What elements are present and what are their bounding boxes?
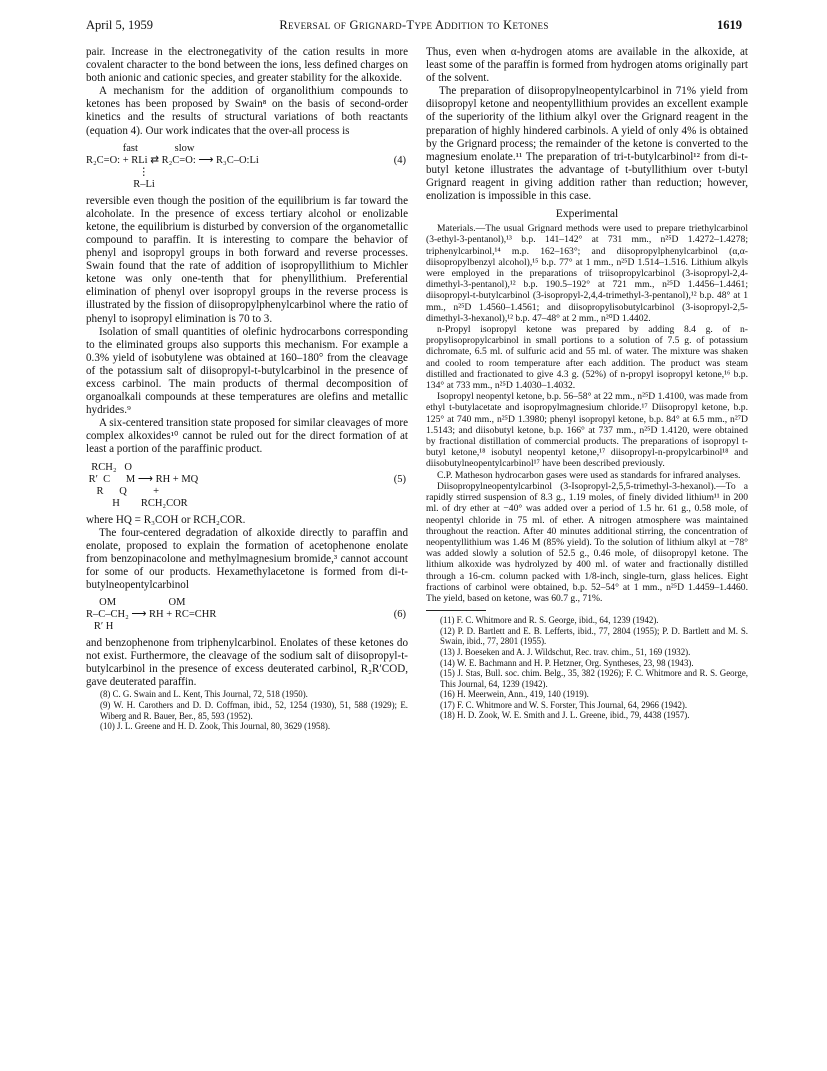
- paragraph: A six-centered transition state proposed for similar cleavages of more complex alkoxides¹⁰ cannot be ruled out for the direct formation of at least a portion of the paraffinic product.: [86, 417, 408, 456]
- header-title: Reversal of Grignard-Type Addition to Ketones: [279, 18, 549, 32]
- equation-number: (5): [393, 473, 406, 485]
- right-column: [426, 46, 748, 721]
- page-number: 1619: [717, 18, 742, 32]
- paragraph: and benzophenone from triphenylcarbinol. Enolates of these ketones do not exist. Furthermore, the cleavage of the sodium salt of diisopropyl-t-butylcarbinol in the presence of excess deuterated carbinol, R₂R′COD, gave deuterated paraffin.: [86, 637, 408, 689]
- footnote: (18) H. D. Zook, W. E. Smith and J. L. Greene, ibid., 79, 4438 (1957).: [440, 710, 690, 721]
- equation-4: [86, 143, 408, 191]
- equation-6-body: OM OM R–C–CH₂ ⟶ RH + RC=CHR R′ H: [86, 597, 217, 633]
- footnote: (8) C. G. Swain and L. Kent, This Journal, 72, 518 (1950).: [100, 689, 308, 700]
- section-heading: Experimental: [555, 207, 619, 221]
- footnote: (14) W. E. Bachmann and H. P. Hetzner, Org. Syntheses, 23, 98 (1943).: [440, 657, 694, 668]
- footnote: (16) H. Meerwein, Ann., 419, 140 (1919).: [440, 689, 589, 700]
- header-date: April 5, 1959: [86, 18, 154, 32]
- footnote: (17) F. C. Whitmore and W. S. Forster, This Journal, 64, 2966 (1942).: [440, 699, 688, 710]
- equation-number: (4): [393, 154, 406, 166]
- footnote: (13) J. Boeseken and A. J. Wildschut, Rec. trav. chim., 51, 169 (1932).: [440, 646, 691, 657]
- footnote: (12) P. D. Bartlett and E. B. Lefferts, ibid., 77, 2804 (1955); P. D. Bartlett and M. S. Swain, ibid., 77, 2801 (1955).: [440, 625, 748, 647]
- paragraph: reversible even though the position of the equilibrium is far toward the alcoholate. In the presence of excess tertiary alcohol or enolizable ketone, the equilibrium is disturbed by conversion of the organometallic compound to paraffin. It is interesting to compare the behavior of phenyl and isopropyl groups in both forward and reverse processes. Swain found that the rate of addition of isopropyllithium to Michler ketone was only one-tenth that for phenyllithium. Preferential elimination of phenyl over isopropyl groups in the reverse process is illustrated by the fission of diisopropylphenylcarbinol where the ratio of phenyl to isopropyl elimination is 70 to 3.: [86, 194, 408, 325]
- paragraph: Diisopropylneopentylcarbinol (3-Isopropyl-2,5,5-trimethyl-3-hexanol).—To a rapidly stirred suspension of 8.3 g., 1.19 moles, of finely divided lithium¹¹ in 200 ml. of dry ether at −40° was added over a period of 1.5 hr. 61 g., 0.58 mole, of neopentyl chloride in 75 ml. of ether. A nitrogen atmosphere was maintained throughout the reaction. After 40 minutes additional stirring, the concentration of neopentyllithium was 1.46 M (85% yield). To the solution of lithium alkyl at −78° was added slowly a solution of 52.5 g., 0.46 mole, of diisopropyl ketone. The lithium alkoxide was hydrolyzed by 400 ml. of water and fractionally distilled through a 16-cm. column packed with 1/8-inch, single-turn, glass helices. Eight fractions of carbinol were obtained, b.p. 52–54° at 1 mm., n²⁵D 1.4459–1.4460. The yield, based on ketone, was 60.7 g., 71%.: [426, 480, 748, 604]
- running-header: [86, 18, 742, 34]
- paragraph: Isolation of small quantities of olefinic hydrocarbons corresponding to the eliminated groups also supports this mechanism. For example a 0.3% yield of isobutylene was obtained at 160–180° from the cleavage of the potassium salt of diisopropyl-t-butylcarbinol in the presence of excess carbinol. The main products of thermal decomposition of organoalkali compounds at these temperatures are olefins and metallic hydrides.⁹: [86, 325, 408, 417]
- footnotes: [426, 615, 748, 721]
- experimental-text: [426, 223, 748, 604]
- footnote: (9) W. H. Carothers and D. D. Coffman, ibid., 52, 1254 (1930), 51, 588 (1929); E. Wiberg and R. Bauer, Ber., 85, 593 (1952).: [100, 700, 408, 721]
- equation-5: [86, 462, 408, 510]
- paragraph: Materials.—The usual Grignard methods were used to prepare triethylcarbinol (3-ethyl-3-pentanol),¹³ b.p. 141–142° at 731 mm., n²⁵D 1.4272–1.4278; triphenylcarbinol,¹⁴ m.p. 162–163°; and diisopropylphenylcarbinol (α,α-diisopropylbenzyl alcohol),¹⁵ b.p. 77° at 1 mm., n²⁵D 1.514–1.516. Lithium alkyls were employed in the preparations of triisopropylcarbinol (3-isopropyl-2,4-dimethyl-3-pentanol),¹² b.p. 190.5–192° at 721 mm., n²⁵D 1.4456–1.4461; diisopropyl-t-butylcarbinol (3-isopropyl-2,4,4-trimethyl-3-pentanol),¹² b.p. 48° at 1 mm., n²⁵D 1.4560–1.4561; and diisopropylisobutylcarbinol (3-isopropyl-2,5-dimethyl-3-hexanol),¹² b.p. 47–48° at 2 mm., n²⁰D 1.4402.: [426, 223, 748, 324]
- equation-5-body: RCH₂ O R′ C M ⟶ RH + MQ R Q + H RCH₂COR: [88, 461, 199, 509]
- equation-6: [86, 597, 408, 633]
- equation-number: (6): [393, 609, 406, 621]
- paragraph: pair. Increase in the electronegativity of the cation results in more covalent character to the bond between the ions, less defined charges on both anionic and cationic species, and greater stability for the alkoxide.: [86, 46, 408, 85]
- footnote: (10) J. L. Greene and H. D. Zook, This Journal, 80, 3629 (1958).: [100, 721, 331, 732]
- paragraph: The four-centered degradation of alkoxide directly to paraffin and enolate, proposed to explain the formation of acetophenone enolate from benzopinacolone and methylmagnesium bromide,³ cannot account for some of our products. Hexamethylacetone is formed from di-t-butylneopentylcarbinol: [86, 526, 408, 591]
- paragraph: A mechanism for the addition of organolithium compounds to ketones has been proposed by Swain⁸ on the basis of second-order kinetics and the results of structural variations of both reactants (equation 4). Our work indicates that the over-all process is: [86, 85, 408, 137]
- footnote: (11) F. C. Whitmore and R. S. George, ibid., 64, 1239 (1942).: [440, 615, 659, 626]
- paragraph: C.P. Matheson hydrocarbon gases were used as standards for infrared analyses.: [437, 469, 741, 481]
- equation-4-body: fast slow R₂C=O: + RLi ⇄ R₂C=O: ⟶ R₃C–O:Li ⋮ R–Li: [86, 142, 259, 190]
- paragraph: Isopropyl neopentyl ketone, b.p. 56–58° at 22 mm., n²⁵D 1.4100, was made from ethyl t-butylacetate and isopropylmagnesium chloride.¹⁷ Diisopropyl ketone, b.p. 125° at 740 mm., n²⁵D 1.3980; phenyl isopropyl ketone, b.p. 84° at 6.5 mm., n²⁷D 1.5143; and diisobutyl ketone, b.p. 166° at 737 mm., n²⁵D 1.4120, were obtained by fractional distillation of commercial products. The preparations of isopropyl t-butyl ketone,¹⁸ isobutyl neopentyl ketone,¹⁷ diisopropyl-n-propylcarbinol¹⁸ and diisobutylneopentylcarbinol¹⁷ have been described previously.: [426, 391, 748, 470]
- paragraph: where HQ = R₃COH or RCH₂COR.: [86, 513, 246, 526]
- left-column: [86, 46, 408, 732]
- footnote: (15) J. Stas, Bull. soc. chim. Belg., 35, 382 (1926); F. C. Whitmore and R. S. George, This Journal, 64, 1239 (1942).: [440, 668, 748, 689]
- paragraph: Thus, even when α-hydrogen atoms are available in the alkoxide, at least some of the paraffin is formed from hydrogen atoms originally part of the solvent.: [426, 46, 748, 85]
- paragraph: n-Propyl isopropyl ketone was prepared by adding 8.4 g. of n-propylisopropylcarbinol in small portions to a solution of 7.5 g. of potassium dichromate, 6.5 ml. of sulfuric acid and 55 ml. of water. The mixture was shaken and cooled to room temperature after each addition. The product was steam distilled and fractionated to give 4.3 g. (52%) of n-propyl isopropyl ketone,¹⁶ b.p. 134° at 733 mm., n²⁵D 1.4030–1.4032.: [426, 324, 748, 392]
- footnote-rule: [426, 610, 486, 611]
- footnotes: [86, 689, 408, 731]
- paragraph: The preparation of diisopropylneopentylcarbinol in 71% yield from diisopropyl ketone and neopentyllithium provides an excellent example of the superiority of the lithium alkyl over the Grignard reagent in the preparation of highly hindered carbinols. A yield of only 4% is obtained by the Grignard process; the remainder of the ketone is converted to the magnesium enolate.¹¹ The preparation of tri-t-butylcarbinol¹² from di-t-butyl ketone illustrates the advantage of t-butyllithium over t-butyl Grignard reagent in giving addition rather than reduction; however, enolization is impossible in this case.: [426, 85, 748, 203]
